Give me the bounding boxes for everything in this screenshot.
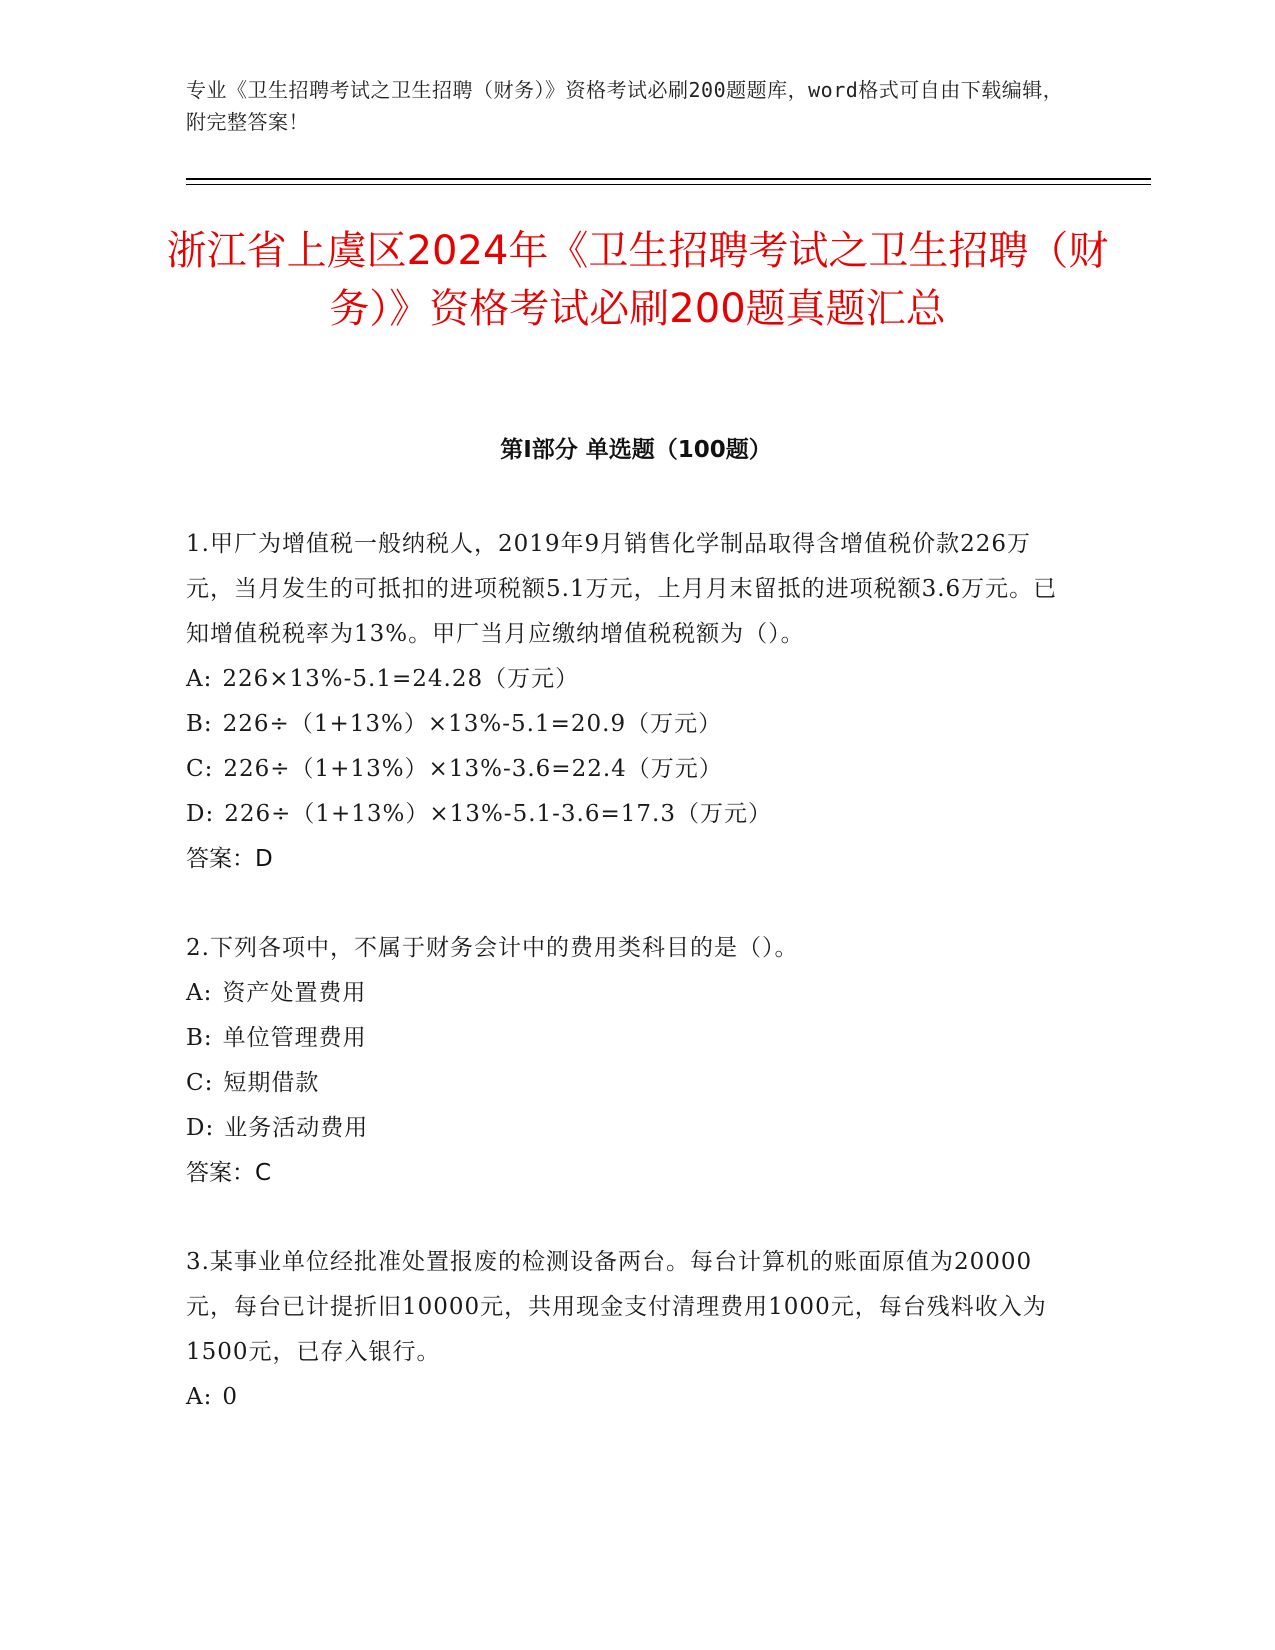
answer-line <box>186 1151 1066 1196</box>
question-stem: 1.甲厂为增值税一般纳税人，2019年9月销售化学制品取得含增值税价款226万元，当月发生的可抵扣的进项税额5.1万元，上月月末留抵的进项税额3.6万元。已知增值税税率为13%。甲厂当月应缴纳增值税税额为（）。 <box>186 531 1058 647</box>
option-b <box>186 702 1066 747</box>
option-key: B: <box>186 711 213 737</box>
question-list <box>186 522 1066 1464</box>
option-key: D: <box>186 801 215 827</box>
option-text: 226÷（1+13%）×13%-5.1=20.9（万元） <box>222 711 723 737</box>
answer-label: 答案： <box>186 846 255 872</box>
option-key: A: <box>186 666 213 692</box>
question-item <box>186 926 1066 1196</box>
option-text: 226÷（1+13%）×13%-3.6=22.4（万元） <box>223 756 723 782</box>
option-text: 短期借款 <box>223 1070 320 1096</box>
section-title: 第I部分 单选题（100题） <box>500 437 772 463</box>
option-a <box>186 971 1066 1016</box>
question-item <box>186 522 1066 882</box>
option-a <box>186 1375 1066 1420</box>
question-stem: 2.下列各项中，不属于财务会计中的费用类科目的是（）。 <box>186 935 799 961</box>
question-stem: 3.某事业单位经批准处置报废的检测设备两台。每台计算机的账面原值为20000元，每台已计提折旧10000元，共用现金支付清理费用1000元，每台残料收入为1500元，已存入银行。 <box>186 1249 1047 1365</box>
answer-label: 答案： <box>186 1160 255 1186</box>
option-c <box>186 747 1066 792</box>
option-key: C: <box>186 1070 214 1096</box>
answer-line <box>186 837 1066 882</box>
answer-value: D <box>255 846 273 872</box>
question-item <box>186 1240 1066 1420</box>
option-a <box>186 657 1066 702</box>
option-text: 单位管理费用 <box>222 1025 367 1051</box>
option-text: 226×13%-5.1=24.28（万元） <box>222 666 580 692</box>
option-text: 0 <box>222 1384 238 1410</box>
option-c <box>186 1061 1066 1106</box>
option-b <box>186 1016 1066 1061</box>
header-divider-thin <box>186 184 1151 185</box>
option-key: D: <box>186 1115 215 1141</box>
option-key: C: <box>186 756 214 782</box>
option-text: 业务活动费用 <box>224 1115 369 1141</box>
option-text: 226÷（1+13%）×13%-5.1-3.6=17.3（万元） <box>224 801 772 827</box>
option-key: A: <box>186 980 213 1006</box>
header-note: 专业《卫生招聘考试之卫生招聘（财务）》资格考试必刷200题题库，word格式可自由下载编辑，附完整答案！ <box>186 78 1064 134</box>
option-key: A: <box>186 1384 213 1410</box>
document-title: 浙江省上虞区2024年《卫生招聘考试之卫生招聘（财务）》资格考试必刷200题真题汇总 <box>166 228 1109 332</box>
option-d <box>186 792 1066 837</box>
option-d <box>186 1106 1066 1151</box>
header-divider-thick <box>186 178 1151 180</box>
answer-value: C <box>255 1160 272 1186</box>
option-key: B: <box>186 1025 213 1051</box>
option-text: 资产处置费用 <box>222 980 367 1006</box>
